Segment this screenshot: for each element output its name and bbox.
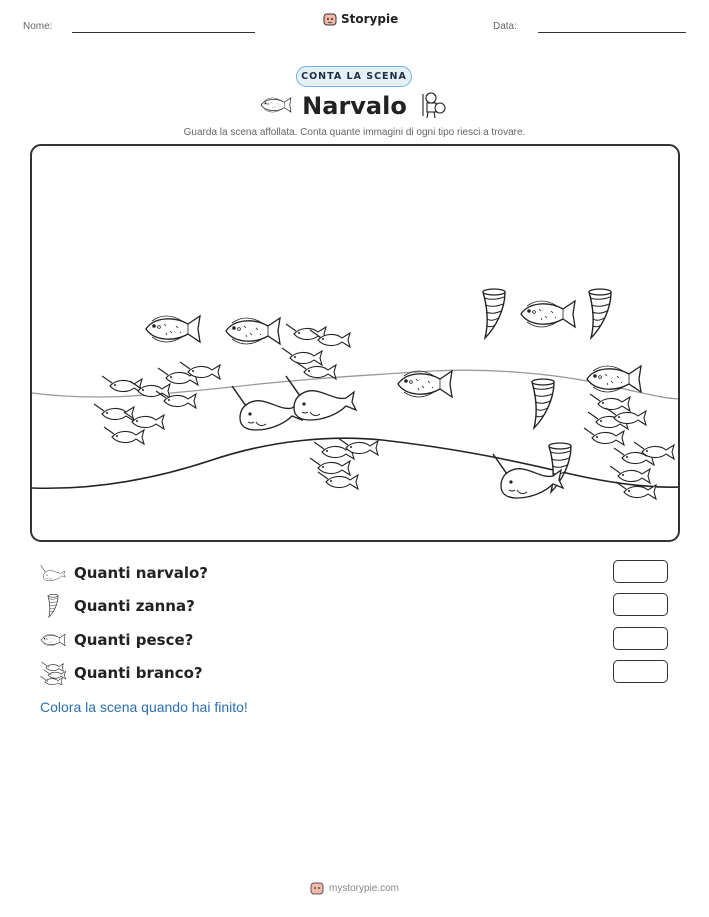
- tusk-3: [532, 379, 554, 428]
- brand-name: Storypie: [341, 12, 399, 26]
- answer-box-fish[interactable]: [613, 627, 668, 650]
- viking-character-icon: [418, 90, 448, 120]
- date-line[interactable]: [538, 32, 686, 33]
- narwhal-2: [286, 376, 356, 420]
- school-4: [584, 394, 646, 445]
- footer-url[interactable]: mystorypie.com: [328, 882, 399, 894]
- date-label: Data:: [493, 21, 517, 32]
- tusk-1: [483, 289, 505, 338]
- coloring-instruction: Colora la scena quando hai finito!: [40, 699, 248, 715]
- fish-1: [146, 316, 200, 342]
- fish-icon: [40, 628, 66, 652]
- tusk-icon: [40, 594, 66, 618]
- scene-illustration: [32, 146, 680, 542]
- fish-5: [587, 366, 641, 392]
- fish-4: [398, 371, 452, 397]
- answer-box-narwhal[interactable]: [613, 560, 668, 583]
- storypie-logo-icon: [310, 881, 324, 895]
- narwhal-icon: [40, 561, 66, 585]
- question-label: Quanti zanna?: [74, 597, 195, 615]
- name-label: Nome:: [23, 21, 53, 32]
- answer-box-school[interactable]: [613, 660, 668, 683]
- tusk-2: [589, 289, 611, 338]
- school-1: [94, 362, 220, 444]
- counting-scene: [30, 144, 680, 542]
- school-icon: [40, 661, 66, 685]
- school-2: [282, 324, 350, 379]
- storypie-logo-icon: [323, 12, 337, 26]
- question-label: Quanti narvalo?: [74, 564, 209, 582]
- narwhal-1: [232, 386, 302, 430]
- question-label: Quanti pesce?: [74, 631, 194, 649]
- fish-3: [521, 301, 575, 327]
- question-school: [40, 661, 203, 685]
- activity-badge: CONTA LA SCENA: [296, 66, 412, 87]
- school-3: [310, 438, 378, 489]
- name-line[interactable]: [72, 32, 255, 33]
- question-fish: [40, 628, 193, 652]
- instructions: Guarda la scena affollata. Conta quante immagini di ogni tipo riesci a trovare.: [183, 127, 526, 138]
- brand: [323, 12, 398, 26]
- page-title: Narvalo: [302, 92, 407, 120]
- question-tusk: [40, 594, 195, 618]
- fish-2: [226, 318, 280, 344]
- answer-box-tusk[interactable]: [613, 593, 668, 616]
- question-label: Quanti branco?: [74, 664, 203, 682]
- school-5: [610, 442, 674, 499]
- footer: [0, 881, 709, 895]
- question-narwhal: [40, 561, 208, 585]
